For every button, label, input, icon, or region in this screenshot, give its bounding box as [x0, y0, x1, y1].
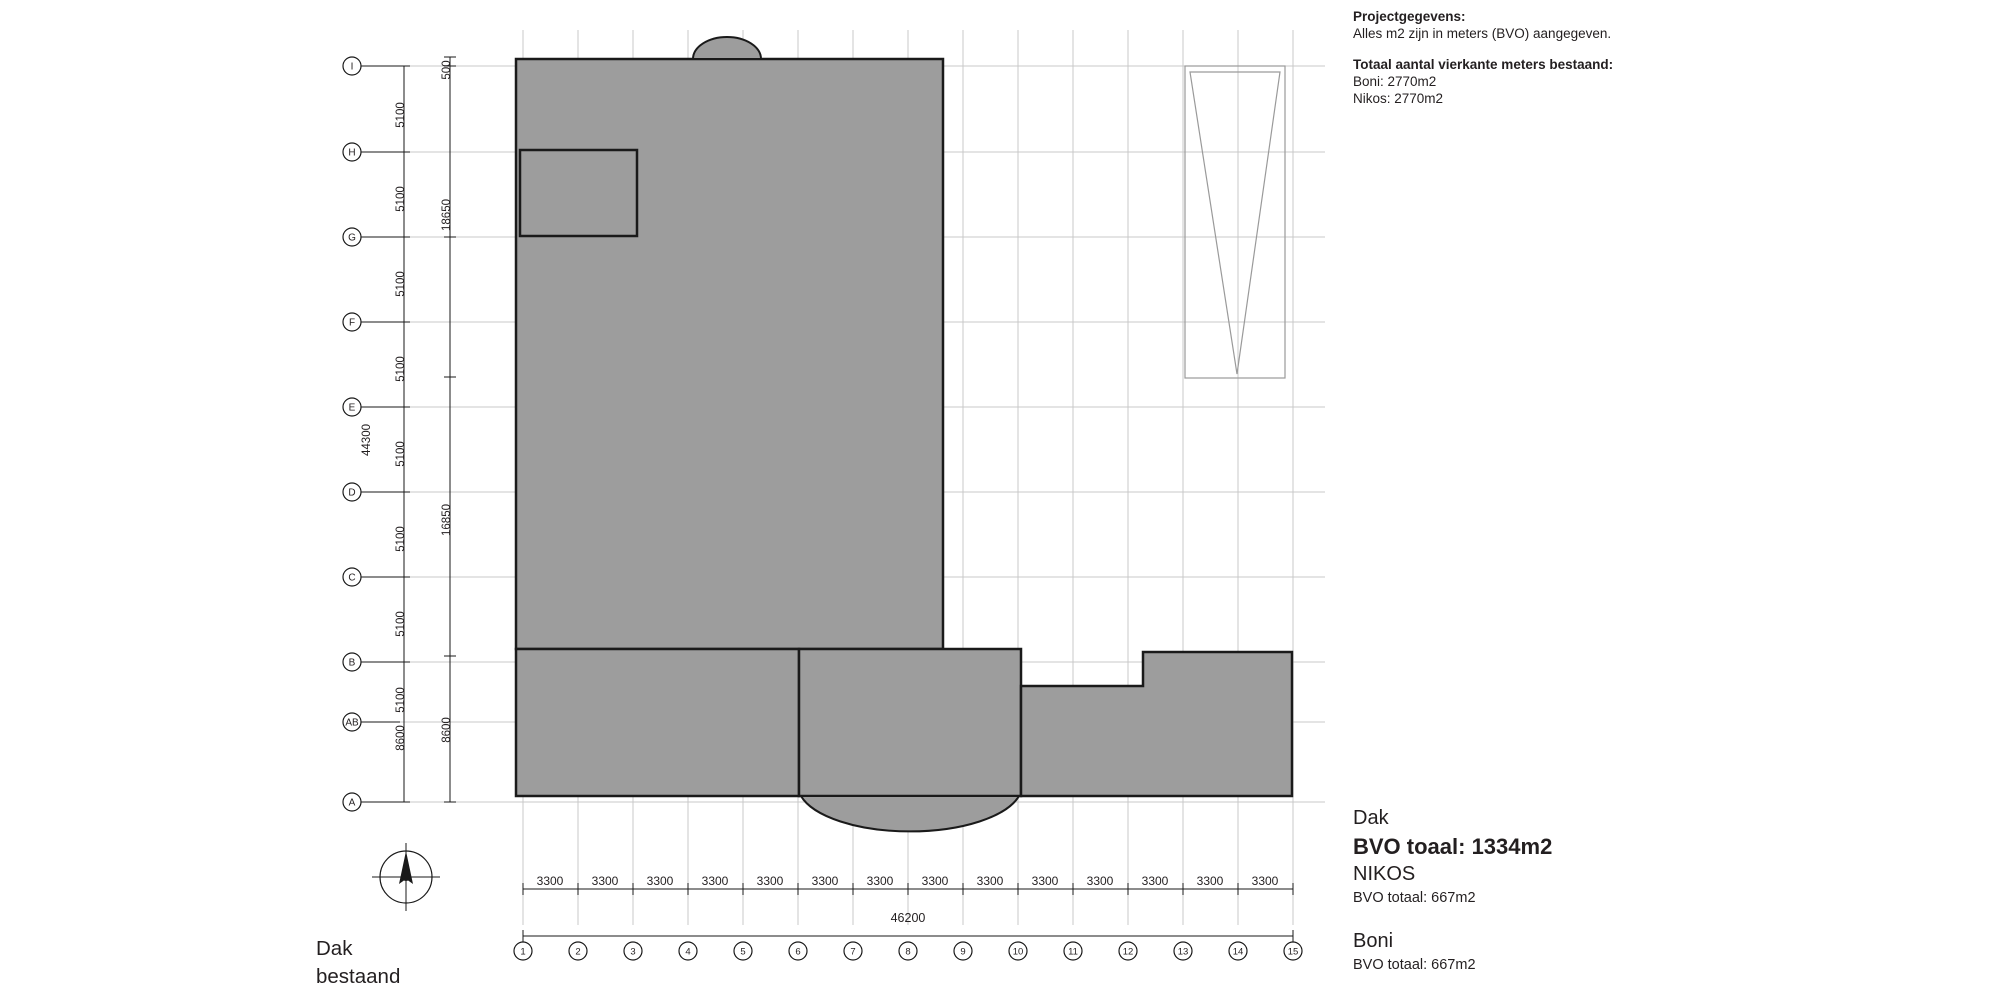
- svg-text:B: B: [348, 657, 356, 669]
- notes-line-2: Boni: 2770m2: [1353, 74, 1437, 89]
- svg-text:3300: 3300: [1196, 874, 1224, 888]
- notes-heading-2: Totaal aantal vierkante meters bestaand:: [1353, 57, 1614, 72]
- roof-lower-left-block: [516, 649, 799, 796]
- svg-text:46200: 46200: [890, 911, 926, 925]
- svg-text:500: 500: [441, 60, 453, 80]
- svg-text:11: 11: [1068, 946, 1078, 958]
- svg-text:G: G: [348, 232, 356, 244]
- roof-main-block: [516, 59, 943, 649]
- svg-text:8: 8: [905, 946, 911, 958]
- svg-text:3300: 3300: [701, 874, 729, 888]
- svg-text:5: 5: [740, 946, 746, 958]
- sheet-title: [316, 935, 400, 991]
- svg-text:44300: 44300: [361, 424, 373, 456]
- svg-text:7: 7: [850, 946, 856, 958]
- svg-text:3: 3: [630, 946, 636, 958]
- svg-text:C: C: [348, 572, 356, 584]
- svg-text:5100: 5100: [395, 271, 407, 297]
- svg-text:4: 4: [685, 946, 691, 958]
- legend-block2-total: BVO totaal: 667m2: [1353, 957, 1476, 973]
- svg-text:5100: 5100: [395, 441, 407, 467]
- svg-text:5100: 5100: [395, 611, 407, 637]
- svg-text:3300: 3300: [976, 874, 1004, 888]
- svg-text:3300: 3300: [866, 874, 894, 888]
- svg-text:6: 6: [795, 946, 801, 958]
- legend-roof-label: Dak: [1353, 807, 1389, 829]
- svg-text:3300: 3300: [591, 874, 619, 888]
- left-dimension-groups: [441, 57, 456, 802]
- svg-text:14: 14: [1232, 946, 1244, 958]
- svg-text:16850: 16850: [441, 504, 453, 536]
- svg-text:3300: 3300: [1086, 874, 1114, 888]
- legend-block1-total: BVO totaal: 667m2: [1353, 890, 1476, 906]
- rooftop-unit: [520, 150, 637, 236]
- roof-lower-center-block: [799, 649, 1021, 831]
- left-dimension-chain: [395, 66, 410, 802]
- svg-text:A: A: [348, 797, 356, 809]
- svg-text:5100: 5100: [395, 102, 407, 128]
- roof-top-dormer: [693, 37, 761, 59]
- svg-text:3300: 3300: [811, 874, 839, 888]
- svg-text:5100: 5100: [395, 186, 407, 212]
- area-legend: [1353, 805, 1793, 975]
- roof-lower-right-block: [1021, 652, 1292, 796]
- svg-text:E: E: [348, 402, 356, 414]
- svg-text:H: H: [348, 147, 356, 159]
- svg-text:10: 10: [1012, 946, 1024, 958]
- notes-heading: Projectgegevens:: [1353, 9, 1466, 24]
- svg-text:3300: 3300: [1251, 874, 1279, 888]
- svg-text:3300: 3300: [1141, 874, 1169, 888]
- legend-block1-name: NIKOS: [1353, 863, 1416, 885]
- svg-text:5100: 5100: [395, 356, 407, 382]
- svg-text:5100: 5100: [395, 687, 407, 713]
- notes-line-1: Alles m2 zijn in meters (BVO) aangegeven.: [1353, 26, 1612, 41]
- svg-text:3300: 3300: [1031, 874, 1059, 888]
- sheet-title-line-2: bestaand: [316, 965, 401, 988]
- svg-text:3300: 3300: [536, 874, 564, 888]
- grid-bubbles-vertical: [514, 930, 1302, 960]
- site-outline-shapes: [1185, 66, 1285, 378]
- svg-text:8600: 8600: [395, 725, 407, 751]
- svg-text:18650: 18650: [441, 199, 453, 231]
- svg-text:3300: 3300: [921, 874, 949, 888]
- notes-spacer: [1353, 42, 1773, 56]
- north-arrow-icon: [372, 843, 440, 911]
- left-overall-dimension: [361, 330, 373, 500]
- svg-text:F: F: [348, 317, 356, 329]
- svg-text:I: I: [350, 61, 354, 73]
- svg-text:13: 13: [1177, 946, 1189, 958]
- legend-block2-name: Boni: [1353, 930, 1394, 952]
- svg-text:9: 9: [960, 946, 966, 958]
- svg-text:3300: 3300: [646, 874, 674, 888]
- svg-text:3300: 3300: [756, 874, 784, 888]
- svg-text:AB: AB: [345, 717, 359, 729]
- svg-text:8600: 8600: [441, 717, 453, 743]
- svg-text:D: D: [348, 487, 356, 499]
- svg-text:1: 1: [520, 946, 526, 958]
- svg-text:2: 2: [575, 946, 581, 958]
- svg-text:5100: 5100: [395, 526, 407, 552]
- svg-text:12: 12: [1122, 946, 1134, 958]
- notes-line-3: Nikos: 2770m2: [1353, 91, 1444, 106]
- sheet-title-line-1: Dak: [316, 937, 353, 960]
- svg-text:15: 15: [1287, 946, 1299, 958]
- legend-roof-total: BVO toaal: 1334m2: [1353, 834, 1553, 859]
- project-notes: [1353, 8, 1773, 107]
